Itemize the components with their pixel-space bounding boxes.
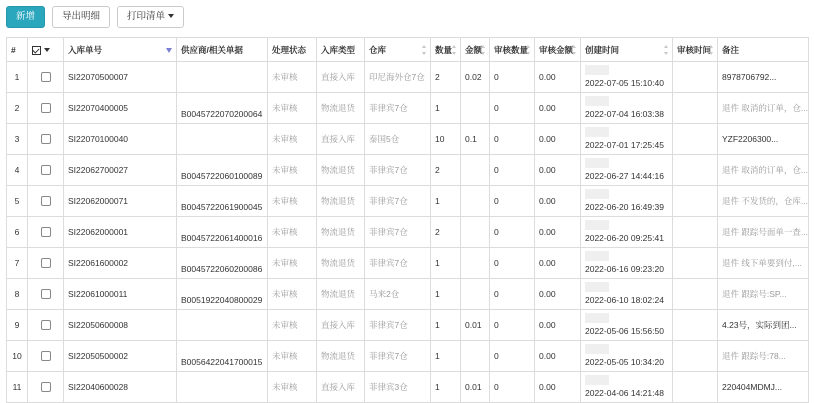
header-order-no-label: 入库单号 [68, 44, 103, 55]
remark-text: 退件 跟踪号:SP... [718, 279, 809, 310]
redacted-block [585, 251, 609, 261]
row-select-checkbox[interactable] [28, 155, 64, 186]
warehouse-name: 菲律宾7仓 [365, 93, 431, 124]
sort-icon[interactable] [452, 45, 457, 55]
supplier-doc: B0045722061900045 [177, 186, 268, 217]
status-text: 未审核 [268, 310, 317, 341]
status-text: 未审核 [268, 93, 317, 124]
checkbox-icon[interactable] [41, 382, 51, 392]
amount-value [461, 93, 490, 124]
supplier-doc [177, 372, 268, 403]
redacted-block [585, 127, 609, 137]
header-index: # [7, 38, 28, 62]
order-no-link[interactable]: SI22061000011 [64, 279, 177, 310]
order-no-link[interactable]: SI22070400005 [64, 93, 177, 124]
row-select-checkbox[interactable] [28, 279, 64, 310]
row-index: 1 [7, 62, 28, 93]
order-no-link[interactable]: SI22040600028 [64, 372, 177, 403]
audit-time-value [673, 93, 718, 124]
status-text: 未审核 [268, 124, 317, 155]
audit-amount-value: 0.00 [535, 186, 581, 217]
qty-value: 2 [431, 217, 461, 248]
warehouse-name: 菲律宾7仓 [365, 341, 431, 372]
inbound-type: 直接入库 [317, 372, 365, 403]
redacted-block [585, 189, 609, 199]
redacted-block [585, 96, 609, 106]
audit-qty-value: 0 [490, 124, 535, 155]
row-index: 3 [7, 124, 28, 155]
redacted-block [585, 375, 609, 385]
audit-amount-value: 0.00 [535, 155, 581, 186]
sort-icon[interactable] [709, 45, 714, 55]
checkbox-icon[interactable] [41, 196, 51, 206]
inbound-type: 物流退货 [317, 186, 365, 217]
header-created-label: 创建时间 [585, 44, 620, 55]
header-audit-time[interactable] [673, 38, 718, 62]
created-time [581, 372, 673, 403]
row-index: 4 [7, 155, 28, 186]
table-row[interactable] [7, 62, 809, 93]
audit-amount-value: 0.00 [535, 124, 581, 155]
amount-value [461, 186, 490, 217]
order-no-link[interactable]: SI22062000071 [64, 186, 177, 217]
table-body [7, 62, 809, 403]
header-audit-qty-label: 审核数量 [494, 44, 529, 55]
audit-qty-value: 0 [490, 372, 535, 403]
order-no-link[interactable]: SI22061600002 [64, 248, 177, 279]
amount-value [461, 155, 490, 186]
supplier-doc [177, 62, 268, 93]
table-header-row [7, 38, 809, 62]
created-time [581, 62, 673, 93]
qty-value: 2 [431, 62, 461, 93]
audit-amount-value: 0.00 [535, 217, 581, 248]
toolbar [6, 6, 184, 28]
header-warehouse[interactable] [365, 38, 431, 62]
inbound-type: 物流退货 [317, 217, 365, 248]
amount-value: 0.01 [461, 310, 490, 341]
header-amount[interactable] [461, 38, 490, 62]
created-time-text: 2022-06-27 14:44:16 [585, 171, 664, 181]
supplier-doc: B0045722061400016 [177, 217, 268, 248]
created-time [581, 93, 673, 124]
row-select-checkbox[interactable] [28, 341, 64, 372]
table-row[interactable] [7, 217, 809, 248]
export-details-button[interactable]: 导出明细 [52, 6, 110, 28]
header-audit-time-label: 审核时间 [677, 44, 712, 55]
audit-time-value [673, 155, 718, 186]
remark-text: 退件 线下单要到付,... [718, 248, 809, 279]
redacted-block [585, 220, 609, 230]
header-warehouse-label: 仓库 [369, 44, 387, 55]
row-select-checkbox[interactable] [28, 310, 64, 341]
table-row[interactable] [7, 248, 809, 279]
warehouse-name: 印尼海外仓7仓 [365, 62, 431, 93]
sort-icon[interactable] [664, 45, 669, 55]
checkbox-icon[interactable] [41, 103, 51, 113]
status-text: 未审核 [268, 155, 317, 186]
qty-value: 1 [431, 372, 461, 403]
supplier-doc: B0045722070200064 [177, 93, 268, 124]
table-row[interactable] [7, 124, 809, 155]
add-button[interactable]: 新增 [6, 6, 45, 28]
order-no-link[interactable]: SI22070500007 [64, 62, 177, 93]
row-index: 10 [7, 341, 28, 372]
created-time [581, 217, 673, 248]
created-time-text: 2022-06-10 18:02:24 [585, 295, 664, 305]
inbound-type: 直接入库 [317, 62, 365, 93]
audit-time-value [673, 341, 718, 372]
row-index: 8 [7, 279, 28, 310]
inbound-orders-table [6, 37, 809, 403]
inbound-type: 物流退货 [317, 248, 365, 279]
created-time-text: 2022-06-20 09:25:41 [585, 233, 664, 243]
remark-text: 退件 取消的订单，仓... [718, 93, 809, 124]
amount-value [461, 248, 490, 279]
created-time-text: 2022-05-06 15:56:50 [585, 326, 664, 336]
header-supplier: 供应商/相关单据 [177, 38, 268, 62]
inbound-type: 直接入库 [317, 310, 365, 341]
audit-qty-value: 0 [490, 279, 535, 310]
remark-text: 退件 跟踪号面单一查... [718, 217, 809, 248]
header-status: 处理状态 [268, 38, 317, 62]
row-select-checkbox[interactable] [28, 372, 64, 403]
inbound-type: 直接入库 [317, 124, 365, 155]
qty-value: 1 [431, 186, 461, 217]
sort-icon[interactable] [481, 45, 486, 55]
created-time [581, 186, 673, 217]
remark-text: 8978706792... [718, 62, 809, 93]
amount-value [461, 279, 490, 310]
print-list-dropdown[interactable] [117, 6, 184, 28]
row-select-checkbox[interactable] [28, 217, 64, 248]
amount-value: 0.01 [461, 372, 490, 403]
amount-value [461, 341, 490, 372]
created-time-text: 2022-07-04 16:03:38 [585, 109, 664, 119]
remark-text: YZF2206300... [718, 124, 809, 155]
qty-value: 1 [431, 341, 461, 372]
redacted-block [585, 282, 609, 292]
status-text: 未审核 [268, 186, 317, 217]
status-text: 未审核 [268, 62, 317, 93]
warehouse-name: 菲律宾7仓 [365, 186, 431, 217]
inbound-type: 物流退货 [317, 279, 365, 310]
qty-value: 10 [431, 124, 461, 155]
row-select-checkbox[interactable] [28, 124, 64, 155]
status-text: 未审核 [268, 279, 317, 310]
warehouse-name: 菲律宾7仓 [365, 217, 431, 248]
checkbox-icon[interactable] [41, 351, 51, 361]
table-row[interactable] [7, 155, 809, 186]
select-all-dropdown[interactable] [28, 38, 64, 62]
order-no-link[interactable]: SI22050500002 [64, 341, 177, 372]
inbound-type: 物流退货 [317, 93, 365, 124]
remark-text: 4.23号，实际到团... [718, 310, 809, 341]
qty-value: 1 [431, 93, 461, 124]
row-index: 6 [7, 217, 28, 248]
audit-time-value [673, 217, 718, 248]
audit-time-value [673, 248, 718, 279]
checkbox-icon[interactable] [41, 72, 51, 82]
row-index: 2 [7, 93, 28, 124]
order-no-link[interactable]: SI22050600008 [64, 310, 177, 341]
supplier-doc: B0045722060200086 [177, 248, 268, 279]
row-index: 11 [7, 372, 28, 403]
table-row[interactable] [7, 341, 809, 372]
audit-qty-value: 0 [490, 62, 535, 93]
table-row[interactable] [7, 93, 809, 124]
sort-icon[interactable] [572, 45, 577, 55]
row-index: 9 [7, 310, 28, 341]
created-time [581, 248, 673, 279]
created-time-text: 2022-07-01 17:25:45 [585, 140, 664, 150]
remark-text: 退件 不发货的，仓库... [718, 186, 809, 217]
audit-qty-value: 0 [490, 93, 535, 124]
warehouse-name: 菲律宾7仓 [365, 155, 431, 186]
header-amount-label: 金额 [465, 44, 483, 55]
status-text: 未审核 [268, 341, 317, 372]
audit-amount-value: 0.00 [535, 248, 581, 279]
header-audit-qty[interactable] [490, 38, 535, 62]
audit-amount-value: 0.00 [535, 93, 581, 124]
created-time-text: 2022-06-16 09:23:20 [585, 264, 664, 274]
status-text: 未审核 [268, 217, 317, 248]
header-type: 入库类型 [317, 38, 365, 62]
row-index: 5 [7, 186, 28, 217]
amount-value: 0.02 [461, 62, 490, 93]
audit-time-value [673, 279, 718, 310]
audit-qty-value: 0 [490, 310, 535, 341]
audit-qty-value: 0 [490, 186, 535, 217]
created-time-text: 2022-06-20 16:49:39 [585, 202, 664, 212]
redacted-block [585, 65, 609, 75]
qty-value: 1 [431, 310, 461, 341]
created-time-text: 2022-04-06 14:21:48 [585, 388, 664, 398]
chevron-down-icon [168, 14, 174, 18]
supplier-doc: B0051922040800029 [177, 279, 268, 310]
order-no-link[interactable]: SI22070100040 [64, 124, 177, 155]
warehouse-name: 菲律宾3仓 [365, 372, 431, 403]
warehouse-name: 菲律宾7仓 [365, 248, 431, 279]
row-select-checkbox[interactable] [28, 62, 64, 93]
sort-icon[interactable] [526, 45, 531, 55]
audit-qty-value: 0 [490, 248, 535, 279]
audit-time-value [673, 62, 718, 93]
qty-value: 1 [431, 248, 461, 279]
audit-amount-value: 0.00 [535, 372, 581, 403]
header-remark: 备注 [718, 38, 809, 62]
checkbox-checked-icon [32, 46, 41, 55]
supplier-doc [177, 310, 268, 341]
created-time-text: 2022-07-05 15:10:40 [585, 78, 664, 88]
row-select-checkbox[interactable] [28, 186, 64, 217]
header-audit-amount-label: 审核金额 [539, 44, 574, 55]
supplier-doc: B0045722060100089 [177, 155, 268, 186]
remark-text: 220404MDMJ... [718, 372, 809, 403]
audit-time-value [673, 186, 718, 217]
audit-time-value [673, 372, 718, 403]
header-qty[interactable] [431, 38, 461, 62]
supplier-doc [177, 124, 268, 155]
created-time-text: 2022-05-05 10:34:20 [585, 357, 664, 367]
created-time [581, 310, 673, 341]
redacted-block [585, 158, 609, 168]
created-time [581, 341, 673, 372]
amount-value [461, 217, 490, 248]
audit-amount-value: 0.00 [535, 341, 581, 372]
row-select-checkbox[interactable] [28, 93, 64, 124]
warehouse-name: 泰国5仓 [365, 124, 431, 155]
audit-amount-value: 0.00 [535, 62, 581, 93]
checkbox-icon[interactable] [41, 134, 51, 144]
audit-amount-value: 0.00 [535, 310, 581, 341]
inbound-type: 物流退货 [317, 155, 365, 186]
amount-value: 0.1 [461, 124, 490, 155]
checkbox-icon[interactable] [41, 258, 51, 268]
filter-icon[interactable] [166, 48, 172, 53]
qty-value: 2 [431, 155, 461, 186]
header-created[interactable] [581, 38, 673, 62]
checkbox-icon[interactable] [41, 165, 51, 175]
audit-amount-value: 0.00 [535, 279, 581, 310]
audit-qty-value: 0 [490, 155, 535, 186]
qty-value: 1 [431, 279, 461, 310]
audit-qty-value: 0 [490, 217, 535, 248]
audit-qty-value: 0 [490, 341, 535, 372]
checkbox-icon[interactable] [41, 227, 51, 237]
remark-text: 退件 取消的订单，仓... [718, 155, 809, 186]
table-row[interactable] [7, 372, 809, 403]
sort-icon[interactable] [422, 45, 427, 55]
warehouse-name: 菲律宾7仓 [365, 310, 431, 341]
table-row[interactable] [7, 310, 809, 341]
supplier-doc: B0056422041700015 [177, 341, 268, 372]
remark-text: 退件 跟踪号:78... [718, 341, 809, 372]
warehouse-name: 马来2仓 [365, 279, 431, 310]
row-select-checkbox[interactable] [28, 248, 64, 279]
status-text: 未审核 [268, 248, 317, 279]
created-time [581, 279, 673, 310]
status-text: 未审核 [268, 372, 317, 403]
created-time [581, 124, 673, 155]
chevron-down-icon [44, 48, 50, 52]
table-row[interactable] [7, 186, 809, 217]
checkbox-icon[interactable] [41, 320, 51, 330]
header-qty-label: 数量 [435, 44, 453, 55]
created-time [581, 155, 673, 186]
row-index: 7 [7, 248, 28, 279]
audit-time-value [673, 310, 718, 341]
redacted-block [585, 313, 609, 323]
header-audit-amount[interactable] [535, 38, 581, 62]
redacted-block [585, 344, 609, 354]
inbound-type: 物流退货 [317, 341, 365, 372]
order-no-link[interactable]: SI22062000001 [64, 217, 177, 248]
table-row[interactable] [7, 279, 809, 310]
header-order-no[interactable] [64, 38, 177, 62]
order-no-link[interactable]: SI22062700027 [64, 155, 177, 186]
print-list-label: 打印清单 [127, 11, 166, 22]
audit-time-value [673, 124, 718, 155]
checkbox-icon[interactable] [41, 289, 51, 299]
